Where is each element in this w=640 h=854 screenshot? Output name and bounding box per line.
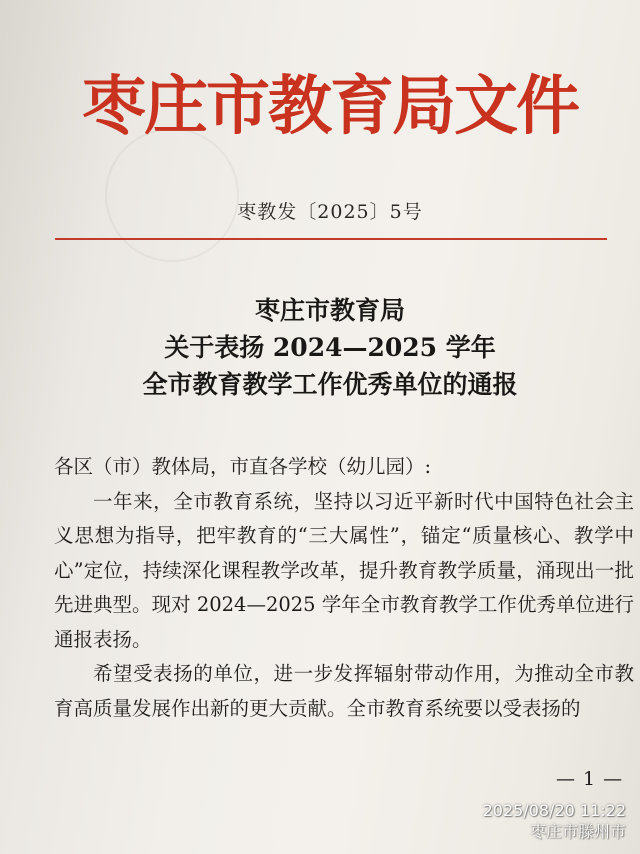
body-paragraph-2: 希望受表扬的单位，进一步发挥辐射带动作用，为推动全市教育高质量发展作出新的更大贡献。全市教育系统要以受表扬的 (54, 662, 634, 720)
document-header-title: 枣庄市教育局文件 (82, 69, 578, 144)
page-number: — 1 — (556, 768, 624, 790)
notice-title (0, 292, 640, 403)
body-paragraph-1: 一年来，全市教育系统，坚持以习近平新时代中国特色社会主义思想为指导，把牢教育的“三大属性”，锚定“质量核心、教学中心”定位，持续深化课程教学改革，提升教育教学质量，涌现出一批先进典型。现对 2024—2025 学年全市教育教学工作优秀单位进行通报表扬。 (54, 489, 634, 651)
watermark-location: 枣庄市滕州市 (529, 822, 626, 841)
watermark-timestamp: 2025/08/20 11:22 (482, 801, 626, 820)
photo-watermark (483, 800, 626, 842)
red-divider-line (55, 238, 607, 240)
notice-title-line-1: 枣庄市教育局 (254, 296, 405, 325)
notice-title-line-2: 关于表扬 2024—2025 学年 (164, 333, 496, 362)
document-body (54, 450, 634, 726)
document-number: 枣教发〔2025〕5号 (237, 201, 423, 223)
salutation: 各区（市）教体局，市直各学校（幼儿园）: (54, 455, 432, 478)
notice-title-line-3: 全市教育教学工作优秀单位的通报 (142, 370, 518, 399)
